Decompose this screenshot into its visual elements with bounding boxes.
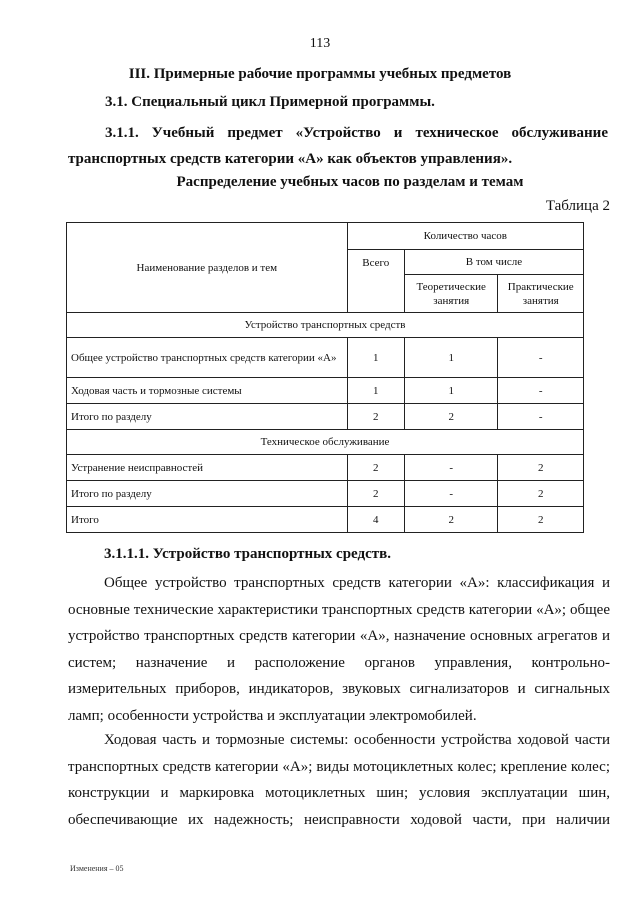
header-practice: Практические занятия: [498, 275, 584, 313]
row-total: 1: [347, 378, 404, 404]
header-including: В том числе: [404, 250, 583, 275]
header-theory: Теоретические занятия: [404, 275, 498, 313]
hours-table: [66, 222, 584, 533]
row-name: Устранение неисправностей: [67, 455, 348, 481]
row-name: Итого по разделу: [67, 404, 348, 430]
table-group-row: [67, 313, 584, 338]
row-total: 1: [347, 338, 404, 378]
row-total: 2: [347, 404, 404, 430]
row-total: 4: [347, 507, 404, 533]
topic-heading: 3.1.1.1. Устройство транспортных средств.: [104, 546, 391, 562]
distribution-heading: Распределение учебных часов по разделам и темам: [176, 174, 524, 190]
row-total: 2: [347, 481, 404, 507]
row-name: Итого по разделу: [67, 481, 348, 507]
row-theory: -: [404, 455, 498, 481]
header-total: Всего: [347, 250, 404, 313]
table-row: [67, 378, 584, 404]
table-row: [67, 338, 584, 378]
row-theory: -: [404, 481, 498, 507]
table-row: [67, 455, 584, 481]
group-title: Техническое обслуживание: [67, 430, 584, 455]
table-caption: Таблица 2: [545, 198, 610, 214]
subject-heading: 3.1.1. Учебный предмет «Устройство и техническое обслуживание транспортных средств категории «А» как объектов управления».: [68, 125, 608, 167]
table-total-row: [67, 507, 584, 533]
row-practice: -: [498, 378, 584, 404]
row-practice: 2: [498, 481, 584, 507]
group-title: Устройство транспортных средств: [67, 313, 584, 338]
row-practice: -: [498, 338, 584, 378]
row-name: Итого: [67, 507, 348, 533]
row-practice: 2: [498, 507, 584, 533]
topic-paragraph: Общее устройство транспортных средств категории «А»: классификация и основные технические характеристики транспортных средств категории «А»; общее устройство транспортных средств категории «А», назначение основных агрегатов и систем; назначение и расположение органов управления, контрольно-измерительных приборов, индикаторов, звуковых сигнализаторов и сигнальных ламп; особенности устройства и эксплуатации электромобилей.: [68, 575, 610, 724]
table-group-row: [67, 430, 584, 455]
row-total: 2: [347, 455, 404, 481]
header-hours: Количество часов: [347, 223, 583, 250]
row-name: Ходовая часть и тормозные системы: [67, 378, 348, 404]
page-number: 113: [309, 36, 331, 51]
subsection-heading: 3.1. Специальный цикл Примерной программы.: [105, 94, 435, 110]
row-theory: 2: [404, 404, 498, 430]
topic-paragraph: Ходовая часть и тормозные системы: особенности устройства ходовой части транспортных средств категории «А»; виды мотоциклетных колес; крепление колес; конструкции и маркировка мотоциклетных шин; условия эксплуатации шин, обеспечивающие их надежность; неисправности ходовой части, при наличии: [68, 732, 610, 828]
table-header-row: [67, 223, 584, 250]
row-theory: 2: [404, 507, 498, 533]
row-practice: 2: [498, 455, 584, 481]
row-theory: 1: [404, 378, 498, 404]
row-practice: -: [498, 404, 584, 430]
row-name: Общее устройство транспортных средств категории «А»: [67, 338, 348, 378]
section-heading: III. Примерные рабочие программы учебных предметов: [128, 66, 512, 82]
table-row: [67, 481, 584, 507]
table-row: [67, 404, 584, 430]
footer-note: Изменения – 05: [70, 864, 124, 873]
header-name: Наименование разделов и тем: [67, 223, 348, 313]
row-theory: 1: [404, 338, 498, 378]
